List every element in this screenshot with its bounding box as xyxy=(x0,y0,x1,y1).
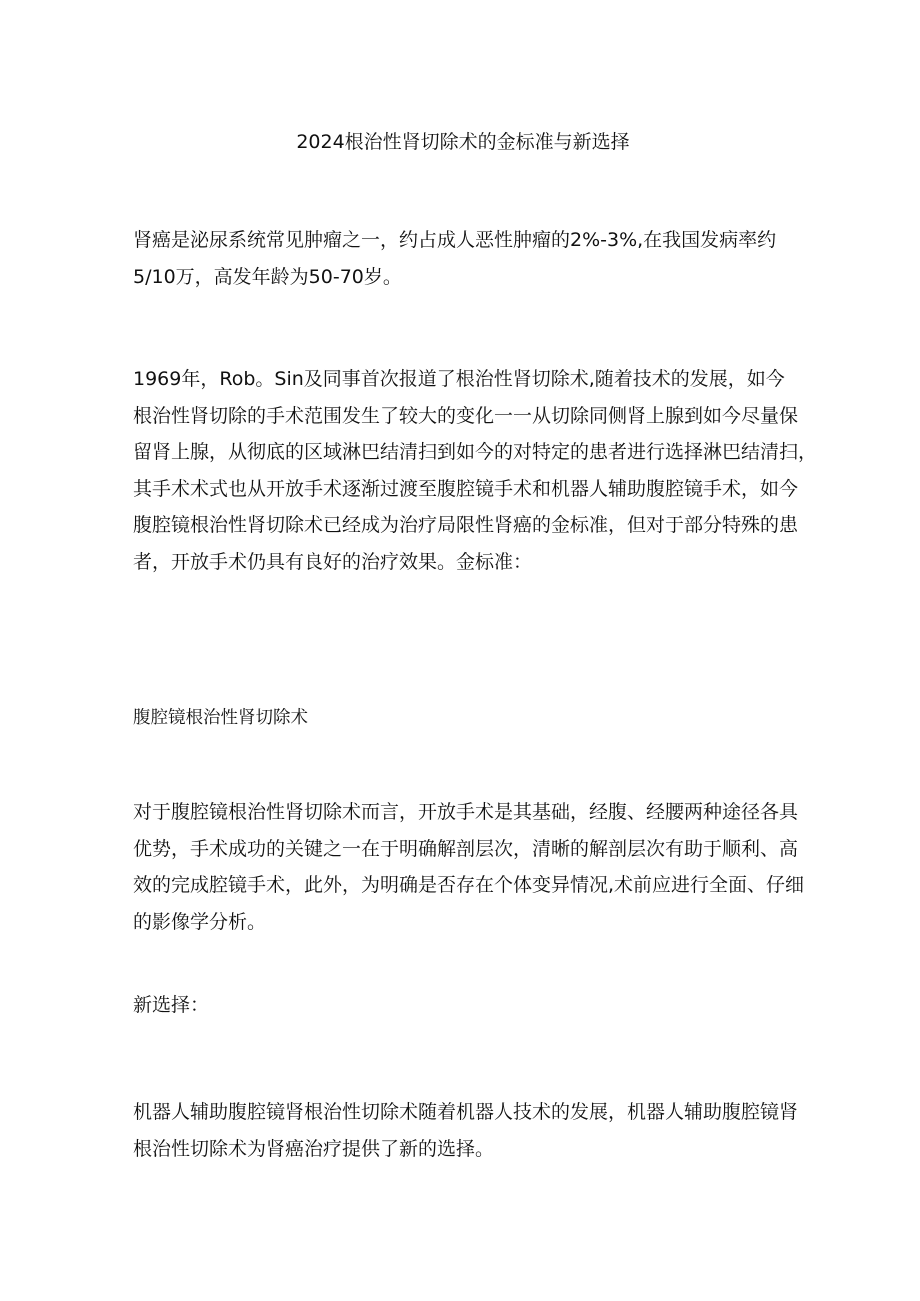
paragraph-line: 1969年，Rob。Sin及同事首次报道了根治性肾切除术,随着技术的发展，如今 xyxy=(133,368,785,390)
paragraph-intro xyxy=(133,222,805,295)
paragraph-history xyxy=(133,361,818,580)
paragraph-line: 根治性肾切除的手术范围发生了较大的变化一一从切除同侧肾上腺到如今尽量保 xyxy=(133,404,799,427)
paragraph-line: 优势，手术成功的关键之一在于明确解剖层次，清晰的解剖层次有助于顺利、高 xyxy=(133,837,799,860)
paragraph-line: 者，开放手术仍具有良好的治疗效果。金标准： xyxy=(133,550,533,573)
paragraph-line: 留肾上腺，从彻底的区域淋巴结清扫到如今的对特定的患者进行选择淋巴结清扫， xyxy=(133,441,818,463)
paragraph-line: 的影像学分析。 xyxy=(133,910,267,933)
paragraph-line: 机器人辅助腹腔镜肾根治性切除术随着机器人技术的发展，机器人辅助腹腔镜肾 xyxy=(133,1101,799,1123)
paragraph-line: 肾癌是泌尿系统常见肿瘤之一，约占成人恶性肿瘤的2%-3%,在我国发病率约 xyxy=(133,229,777,251)
paragraph-line: 对于腹腔镜根治性肾切除术而言，开放手术是其基础，经腹、经腰两种途径各具 xyxy=(133,801,799,823)
document-title: 2024根治性肾切除术的金标准与新选择 xyxy=(296,131,630,153)
section-heading-laparoscopic: 腹腔镜根治性肾切除术 xyxy=(133,708,308,728)
paragraph-line: 腹腔镜根治性肾切除术已经成为治疗局限性肾癌的金标准，但对于部分特殊的患 xyxy=(133,514,799,536)
paragraph-line: 其手术术式也从开放手术逐渐过渡至腹腔镜手术和机器人辅助腹腔镜手术，如今 xyxy=(133,477,799,500)
paragraph-robotic xyxy=(133,1094,805,1167)
paragraph-line: 效的完成腔镜手术，此外，为明确是否存在个体变异情况,术前应进行全面、仔细 xyxy=(133,874,805,896)
paragraph-laparoscopic xyxy=(133,794,805,940)
paragraph-line: 根治性切除术为肾癌治疗提供了新的选择。 xyxy=(133,1137,495,1160)
paragraph-line: 5/10万，高发年龄为50-70岁。 xyxy=(133,265,402,288)
section-heading-new-choice: 新选择： xyxy=(133,994,210,1016)
